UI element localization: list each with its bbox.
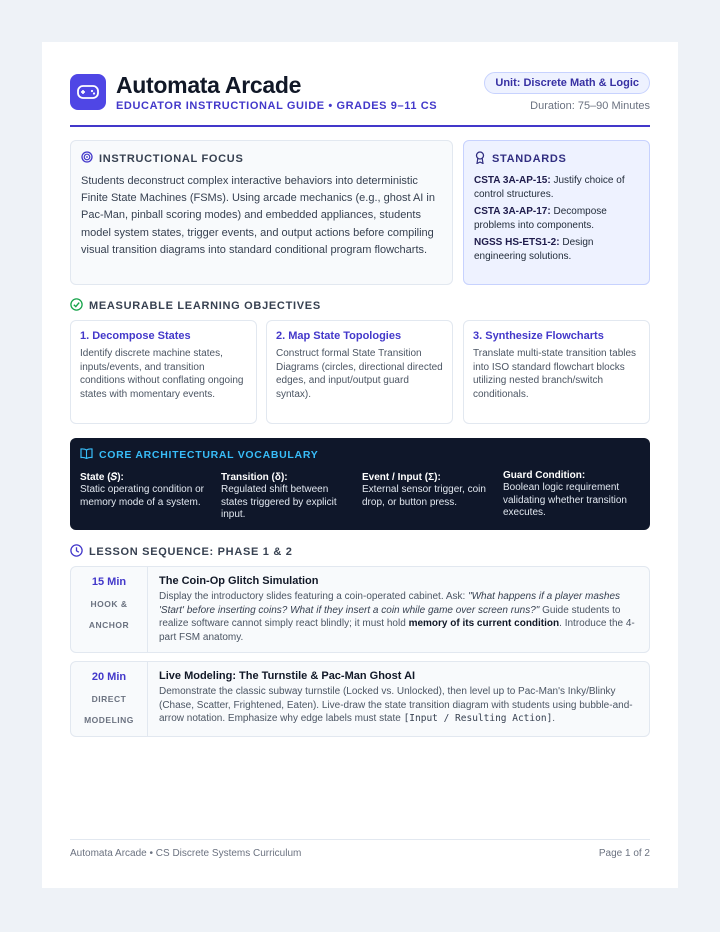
lesson-desc-text: . Introduce the 4-part FSM anatomy.: [159, 618, 635, 643]
vocab-item: [221, 472, 353, 522]
lesson-description: [159, 685, 641, 726]
lesson-step-body: [159, 575, 641, 644]
clock-icon: [70, 544, 83, 560]
objective-text: Construct formal State Transition Diagrams (circles, directional directed edges, and input/output guard syntax).: [276, 348, 443, 400]
lesson-tag-line: MODELING: [84, 715, 134, 725]
vocab-definition: Regulated shift between states triggered by explicit input.: [221, 484, 337, 521]
gamepad-icon: [70, 74, 106, 110]
standard-text: Decompose problems into components.: [474, 206, 607, 231]
objective-title: 2. Map State Topologies: [276, 330, 402, 342]
unit-badge: Unit: Discrete Math & Logic: [484, 72, 650, 94]
lesson-step-meta: [71, 662, 148, 736]
lesson-desc-text: Guide students to realize software cannot simply react blindly; it must hold: [159, 604, 621, 630]
objective-card: [463, 320, 650, 424]
lesson-desc-text: Display the introductory slides featuring a coin-operated cabinet. Ask:: [159, 591, 469, 602]
vocabulary-panel: [70, 438, 650, 530]
objectives-grid: [70, 320, 650, 424]
lesson-time: 20 Min: [91, 671, 127, 683]
lesson-tag: [71, 594, 147, 636]
lesson-heading: [70, 544, 293, 560]
objective-text: Translate multi-state transition tables into ISO standard flowchart blocks utilizing nested branch/switch conditionals.: [473, 348, 637, 400]
document-page: [42, 42, 678, 888]
standard-item: [474, 236, 639, 263]
standard-code: CSTA 3A-AP-15:: [474, 175, 551, 186]
lesson-heading-label: LESSON SEQUENCE: PHASE 1 & 2: [89, 546, 293, 558]
lesson-step: [70, 661, 650, 737]
standards-heading-label: STANDARDS: [492, 153, 567, 165]
standard-item: [474, 174, 639, 201]
lesson-tag-line: HOOK &: [90, 599, 128, 609]
objectives-heading-label: MEASURABLE LEARNING OBJECTIVES: [89, 300, 321, 312]
vocab-term: Transition (δ):: [221, 472, 288, 483]
lesson-desc-text: .: [552, 713, 556, 725]
vocab-term: Event / Input (Σ):: [362, 472, 441, 483]
vocab-item: [362, 472, 494, 509]
standard-text: Justify choice of control structures.: [474, 175, 625, 200]
standard-text: Design engineering solutions.: [474, 237, 594, 262]
lesson-tag-line: DIRECT: [91, 694, 127, 704]
vocab-definition: External sensor trigger, coin drop, or button press.: [362, 484, 486, 508]
objective-text: Identify discrete machine states, inputs/events, and transition conditions without conflating ongoing states with momentary events.: [80, 348, 244, 400]
lesson-title: The Coin-Op Glitch Simulation: [159, 575, 319, 587]
target-icon: [81, 151, 93, 166]
lesson-step-body: [159, 670, 641, 726]
focus-text: Students deconstruct complex interactive behaviors into deterministic Finite State Machines (FSMs). Using arcade mechanics (e.g., ghost AI in Pac-Man, pinball scoring modes) and embedded appliances, students model system states, trigger events, and output actions before compiling visual transition diagrams into standard conditional program flowcharts.: [81, 175, 435, 256]
lesson-desc-emphasis: memory of its current condition: [408, 618, 560, 630]
objective-title: 1. Decompose States: [80, 330, 191, 342]
vocab-definition: Boolean logic requirement validating whether transition executes.: [503, 482, 627, 519]
objective-card: [70, 320, 257, 424]
overview-row: [70, 140, 650, 285]
vocab-item: [80, 472, 212, 509]
page-number: Page 1 of 2: [598, 848, 650, 859]
standard-code: CSTA 3A-AP-17:: [474, 206, 551, 217]
vocabulary-grid: [80, 472, 640, 522]
lesson-time: 15 Min: [91, 576, 127, 588]
focus-heading-label: INSTRUCTIONAL FOCUS: [99, 152, 244, 165]
award-icon: [474, 151, 486, 167]
standard-item: [474, 205, 639, 232]
standards-heading: [474, 151, 639, 167]
page-header: [70, 72, 650, 127]
vocabulary-heading-label: CORE ARCHITECTURAL VOCABULARY: [99, 449, 319, 461]
vocab-item: [503, 470, 635, 520]
check-circle-icon: [70, 298, 83, 314]
footer-left: Automata Arcade • CS Discrete Systems Curriculum: [70, 848, 302, 859]
standards-card: [463, 140, 650, 285]
vocab-term: Guard Condition:: [503, 470, 586, 481]
lesson-desc-code: [Input / Resulting Action]: [403, 713, 553, 725]
lesson-step-meta: [71, 567, 148, 652]
lesson-description: [159, 590, 641, 644]
objective-title: 3. Synthesize Flowcharts: [473, 330, 604, 342]
standard-code: NGSS HS-ETS1-2:: [474, 237, 560, 248]
lesson-desc-quote: "What happens if a player mashes 'Start' before inserting coins? What if they insert a coin while game over screen runs?": [159, 591, 621, 616]
page-footer: [70, 839, 650, 862]
vocab-definition: Static operating condition or memory mode of a system.: [80, 484, 204, 508]
vocab-term: State (𝑆):: [80, 472, 124, 483]
vocabulary-heading: [80, 448, 640, 462]
lesson-title: Live Modeling: The Turnstile & Pac-Man Ghost AI: [159, 670, 416, 682]
lesson-tag: [71, 689, 147, 731]
page-title: Automata Arcade: [116, 72, 302, 98]
lesson-desc-text: Demonstrate the classic subway turnstile (Locked vs. Unlocked), then level up to Pac-Man's Inky/Blinky (Chase, Scatter, Frightened, Eaten). Live-draw the state transition diagram with students using bubble-and-arrow notation. Emphasize why edge labels must state: [159, 686, 633, 725]
page-content: [70, 72, 650, 862]
lesson-tag-line: ANCHOR: [88, 620, 130, 630]
lesson-step: [70, 566, 650, 653]
book-icon: [80, 448, 93, 462]
objectives-heading: [70, 298, 321, 314]
instructional-focus-card: [70, 140, 453, 285]
page-subtitle: EDUCATOR INSTRUCTIONAL GUIDE • GRADES 9–11 CS: [116, 100, 438, 112]
duration-label: Duration: 75–90 Minutes: [530, 100, 650, 112]
focus-heading: [81, 151, 442, 166]
objective-card: [266, 320, 453, 424]
